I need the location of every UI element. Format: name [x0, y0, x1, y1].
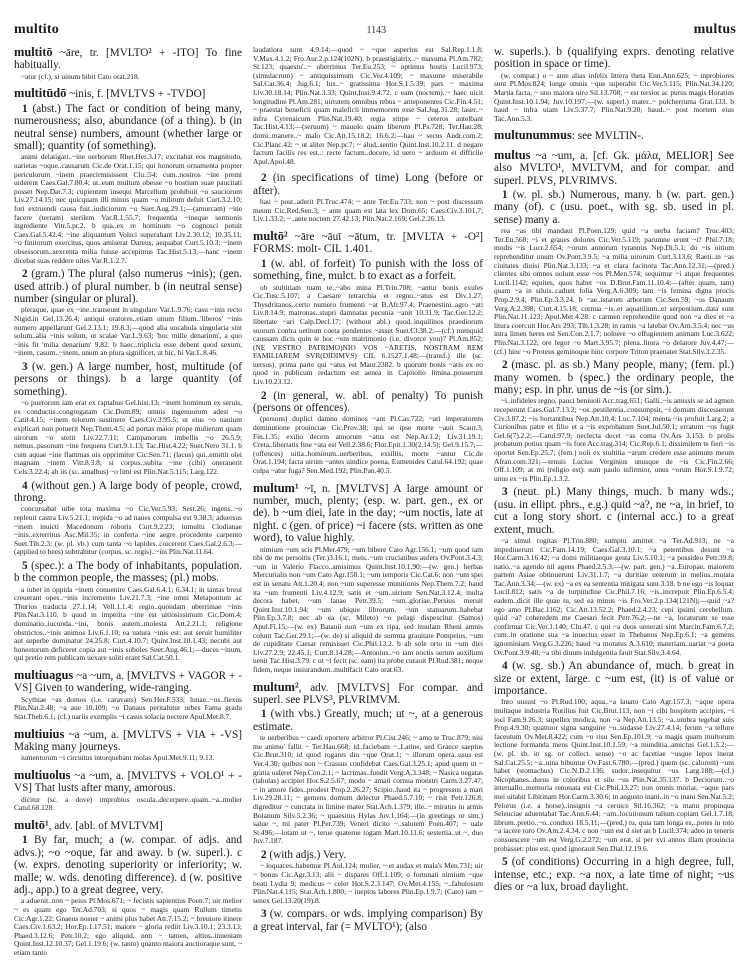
sense-continuation: w. superls.). b (qualifying exprs. denoting relative position in space or time).	[494, 46, 734, 71]
headword: multitō	[14, 46, 53, 59]
sense-number: 1	[261, 708, 267, 721]
page-number: 1143	[366, 25, 387, 36]
sense-number: 1	[22, 834, 28, 847]
entry-head-text: , adv. [MVLTVS] For compar. and superl. see PLVS³, PLVRIMVM.	[253, 681, 483, 706]
citation: hau ~ post..aderit Pl.Truc.474; ~ ante Ter.Eu.733; non ~ post discessum meum Cic.Red.Sen.3; ~ ante quam est lata lex Dom.65; Caes.Civ.3.101.7; Liv.1.33.2; ~..ante noctem 27.42.13; Plin.Nat.2.169; Gel.2.26.13.	[253, 197, 483, 224]
sense-number: 4	[22, 479, 28, 492]
sense-number: 2	[502, 359, 508, 372]
column-2	[253, 46, 483, 961]
citation: Into uusust ~o Pl.Rud.100; aqua..~a lauato Cato Agr.157.3; ~aque opera multaque industria Rutilius fuit Cic.Brut.113; non ~i cibi hospitem accipies, ~i ioci Fam.9.26.3; supellex modica, non ~a Nep.Att.13.5; ~a..umbra tegebat suis Prop.4.9.30; quattuor signa sanguine ~o..sudasse Liv.27.4.14; ferum ~a tellure faceutum Ov.Met.8.422; cum ~o risu Sen.Ep.101.9; ~a magis quam multorum lectione formanda mens Quint.Inst.10.1.59; ~a munditia..amictus Gel.1.5.2;—(w. pl. sb. in sg. or collect. sense) ~o ac facetiae ~usque lepos inerat Sal.Cat.25.5; ~a..uina bibuntur Ov.Fast.6.780;—(pred.) quem (sc. calorem) ~um habet (stomachus) Cic.N.D.2.136; sudor..insequitur ~us Larg.188;—(cf.) Nicophanes..durus in coloribus et sile ~us Plin.Nat.35.137. b Deciorum..~o interuallo..memoria renouata est Cic.Phil.13.27; non omnis moriar, ~aque pars mei uitabit Libitinam Hor.Carm.3.30.6; in angusto inani..in ~o inani Sen.Nat.5.2; Pelorus (i.e. a horse)..insignis ~a ceruice Sil.16.362; ~a manu propinqua Seleuciae aduentabat Tac.Ann.6.44; ~am..locutionum talium copiam Gel.1.7.18; librum..pretio..~o..conduxi 18.5.11;—(pred.) tu, quia tam longa es,..potes in toto ~a iacere toro Ov.Am.2.4.34. c non ~um est d siet an b Lucil.374; adeo in teneris consuescere ~um est Verg.G.2.272; ~um erat, si per xvi annos illam prouincia probasset: plus est, quod ignorauit Sen.Dial.12.19.6.	[494, 697, 734, 853]
citation: ~i..infideles regno, pauci beniuoli Acc.trag.651; Galli..~is amissis se ad agmen receperunt Caes.Gal.7.13.2; ~os..pestilentia..consumpsit, ~i domum discesserunt Civ.3.87.2; ~is hortantibus Nep.Att.10.4; Luc.7.104; menta ~is profuit Larg.2; a Curionibus patre et filio et a ~is exprobatum Suet.Jul.50.1; erratum ~os fugit Gel.6(7).2.2;—Catul.97.9; neclecta decet ~as coma Ov.Ars 3.153. b prolis probatum potius quam ~is fore Acc.trag.314; Cic.Rep.6.1; dissimilem te fieri ~is oportet Sen.Ep.25.7; (fem.) noli ex stultitia ~arum credere esse animum meum Afran.com.321;—tenuis Lucius Verginius unusque de ~is Cic.Fin.2.66; Off.1.109; at mi (religio est): sum paulo infirmior, unus ~orum Hor.S.1.9.72; unus ex ~is Plin.Ep.1.3.2.	[494, 396, 734, 483]
entry-multum-adv-continued	[494, 46, 734, 123]
citation: ~atur (cf.), si uinum bibit Cato orat.218.	[21, 71, 140, 81]
entry-head	[253, 681, 483, 707]
entry-multo-adv-continued	[253, 46, 483, 166]
entry-head	[253, 230, 483, 256]
headword: multum²	[253, 679, 299, 694]
citation: nimium ~um scis Pl.Mer.479; ~um bibere Cato Agr.156.1; ~um quod iam tibi de me persoitis (Ter.)3.16.1; meis..~um cruciatibus aufers Ov.Pont.3.4.3; ~um in Valerio Flacco..amisimus Quint.Inst.10.1.90;—(w. gen.) herbas Mercurialis non ~um Cato Agr.158.1; ~um temporis Cic.Cat.6; non ~um spei est in senatu Att.1.20.4; non ~um superesse munitionis Nep.Them.7.2; haud ita ~um frumenti Liv.4.12.9; satis et ~um..uirium Sen.Nat.3.12.4; multa decora habet, ~um lanae Petr.39.5; ~um..gloriae..Persius meruit Quint.Inst.10.1.94; ~um ubique librorum, ~um statuarum..habebat Plin.Ep.3.7.8; nec ab ea (sc. Mileto) ~o pelagi dispescitur (Samos) Apul.Fl.15;—(w. ex) Batauii non ~um ex ripa, sed insulam Rheni amnis colunt Tac.Ger.29.1;—(w. de) si aliquid de summa grauitate Pompeius, ~um de cupiditate Caesar remisisset Cic.Phil.13.2. b ab sole orto in ~um diei Liv.27.2.9; 22.45.1; Curt.8.14.28;—Antonius..~o iam noctis serum auxilium uenit Tac.Hist.3.79. c ut ~i fecit (sc. eam) ita probe curauit Pl.Rud.381; neque fidem, neque iusiurandum..multifacit Cato orat.63.	[253, 544, 483, 674]
sense-3	[494, 486, 734, 536]
sense-text: (w. pl. sb.) Numerous, many. b (w. part. gen.) many (of). c (usu. poet., with sg. sb. used in pl. sense) many a.	[494, 189, 734, 226]
entry-head	[494, 129, 734, 142]
headword: multiuius	[14, 726, 65, 741]
citation: iumentorum ~i circuitus intorquebant molas Apul.Met.9.11; 9.13.	[21, 753, 215, 763]
sense-number: 5	[502, 856, 508, 869]
sense-5	[494, 856, 734, 893]
citation: (persons) duplici damno dominos ~ant Pl.Cas.722; ~ari imperatorem deminutione prouinciae Cic.Prov.38; qui se ipse morte ~auit Scaur.3; Fin.1.35; exilio decem annorum ~atus est Nep.Ar.1.2; Liv.31.19.1; Creta..libertatis fine ~ata est Vell.2.38.6; Flor.Epit.1.30(2.14.5); Gel.9.15.7;—(offences) uitia..hominum..uerberibus, exsiliis, morte ~antur Cic.de Orat.1.194; facta uirum ~antes uindice poena, Eumenides Catul.64.192; quae culpa ~atur fuga? Sen.Med.192; Plin.Pan.40.5.	[253, 414, 483, 476]
entry-multum-adv	[253, 681, 483, 934]
entry-head	[14, 46, 242, 72]
citation: ~a simul rogitas Pl.Trin.880; sumptu amittet ~a Ter.Ad.913; ne ~a impediuerunt Cic.Fam.14.19; Caes.Gal.3.10.1; ~a petentibus desunt ~a Hor.Carm.3.16.42; ~a domi militiaeque gesta Liv.5.10.1; ~a possideo Petr.39.8; natio..~a agendo nil agens Phaed.2.5.3;—(w. part. gen.) ~a..Europae, maiorem partem Asiae obtinuerunt Liv.31.1.7; ~a duritiae ueterum in melius..mutata Tac.Ann.3.34;—(w. ex) ~a ex ea sententia mitigata sunt 3.18. b ne ego ~is loquar Lucil.812; satis ~a de turpitudine Cic.Phil.7.16; ~is..increpuit Plin.Ep.6.5.4; eadem..dicit ille quae tu, sed ea minus ~is Fro.Ver.2.p.134(121N);—quid ~a? ego amo Pl.Bac.1162; Cic.Att.13.52.2; Phaed.2.4.23; cepi ipsimi cerebellum. quid ~a? coheredem me Caesari fecit Petr.76.2;—ne ~a, locaturum se esse confirmat Cic.Ver.1.140; Clu.47. c qui ~a deos uenerati sint Marcin.Fam.6.7.2; cum..in oratione sua ~a inuectus esset in Thebanos Nep.Ep.6.1; ~a gemens ignominiam Verg.G.3.226; haud ~a moratus A.3.610; materiam..uariat ~a poeta Ov.Pont.3.9.48; ~a tibi diuum indulgentia fauit Stat.Silv.3.4.64.	[494, 535, 734, 657]
sense-2	[253, 390, 483, 415]
sense-number: 2	[261, 172, 267, 185]
sense-2	[14, 268, 242, 305]
sense-text: (without gen.) A large body of people, crowd, throng.	[14, 479, 242, 504]
sense-2	[494, 359, 734, 396]
column-3	[494, 46, 734, 961]
entry-multo-verb	[253, 230, 483, 476]
sense-4	[494, 660, 734, 697]
sense-2	[253, 172, 483, 197]
entry-multito	[14, 46, 242, 81]
running-head-right: multus	[693, 22, 736, 37]
headword: multō¹	[14, 818, 49, 833]
sense-text: (spec.): a The body of inhabitants, population. b the common people, the masses; (pl.) mobs.	[14, 559, 242, 585]
sense-number: 3	[22, 360, 28, 373]
sense-number: 3	[261, 908, 267, 921]
sense-text: (neut. pl.) Many things, much. b many wds.; (usu. in ellipt. phrs., e.g.) quid ~a?, ne ~a, in brief, to cut a long story short. c (internal acc.) to a great extent, much.	[494, 486, 734, 536]
entry-head-text: ~inis, f. [MVLTVS + -TVDO]	[66, 88, 206, 101]
citation: animi delatigati..~ine uerborum Rhet.Her.3.17; excitabat eos magnitudo, uarietas ~oque..causarum Cic.de Orat.1.15; qui honorum ornamenta propter periculorum ~inem praecirmisissent Clu.:54; cum..nostros ~ine premi uiderent Caes.Gal.7.80.4; ut..eum multum obesse ~o hostium suae paucitati posset Nep.Dat.7.3; cupientem insequi Marcellum prohibuit ~o sauciorum Liv.27.14.15; nec quicquam illi minus quam ~o militum defuit Curt.3.2.10; fori extruendi causa fuit..iudiciorum ~o Suet.Aug.29.1;—(amurcam) ~ine facere (terram) sterilem Var.R.1.55.7; frequentia ~ineque sermonis ingrediente Vitr.5.pr.2. b qua..ex re hominum ~o cognosci potuit Caes.Gal.5.42.4; ~ine aliquantum Volsci superabant Liv.2.30.12; 10.35.11; ~o finitorum exercitus, quos amiserat Dareus, aequabat Curt.5.10.3; ~inem obsessorum..sexcenta milia fuisse accepimus Tac.Hist.5.13;—hanc ~inem dicebat suas reddere uites Var.R.1.2.7.	[14, 152, 242, 265]
headword: multitūdō	[14, 86, 67, 101]
sense-4	[14, 480, 242, 505]
sense-3	[14, 361, 242, 398]
citation: rea ~as tibi mandaui Pl.Poen.129; quid ~a uerba faciam? Truc.403; Ter.Eu.568; ~i et graues dolores Cic.Ver.5.119; parumne erunt ~i? Phil.7.18; modis ~is Lucr.2.654; ~orum annorum tyrannus Nep.Di.5.1; do ~is uitium reprehenditur unum Ov.Pont.3.9.5; ~a milia uirorum Curt.3.13.6; Raeti..in ~as ciuitates diuisi Plin.Nat.3.133; ~a et clara facinora Tac.Ann.12.31;—(pred.) clientes sibi omnes uolunt esse ~os Pl.Men.574; sequimur ~i atque frequentes Lucil.1142; equites, quos habet ~os D.Brut.Fam.11.10.4;—(after quam, tam) quam ~a in siluis..cadunt folia Verg.A.6.309; tam ~is femina digna procis Prop.2.9.4; Plin.Ep.3.3.24. b ~ae..istarum arborum Cic.Sen.59; ~os Danaum Verg.A.2.398; Curt.4.15.18; cornua ~is..et aquatilium..et serpentium..data sunt Plin.Nat.11.123; Apul.Met.4.28. c carmen reprehendite quod non ~a dies et ~a litura coercuit Hor.Ars 293; Tib.1.3.28; in ramis ~a latebat Ov.Am.3.5.4; nec ~us intra limen heres est Sen.Con.2.1.7; uolnere ~o effugientem animam Luc.3.622; Plin.Nat.3.122; ore legor ~o Mart.3.95.7; plena..litora ~o delatore Juv.4.47;—(cf.) hinc ~o Proteus geminoque hinc corpore Triton praenatet Stat.Silv.3.2.35.	[494, 226, 734, 356]
sense-1	[14, 103, 242, 153]
running-head-left: multito	[14, 22, 59, 37]
headword: multō²	[253, 228, 288, 243]
sense-text: (in specifications of time) Long (before or after).	[253, 172, 483, 197]
entry-multiuius	[14, 728, 242, 763]
sense-number: 1	[261, 257, 267, 270]
sense-text: (of conditions) Occurring in a high degree, full, intense, etc.; exp. ~a nox, a late time of night; ~us dies or ~a lux, broad daylight.	[494, 856, 734, 893]
running-head	[14, 22, 736, 40]
entry-head-text: ~a ~um, a. [cf. Gk. μάλα, MELIOR] See also MVLTO¹, MVLTVM, and for compar. and superl. PLVS, PLVRIMVS.	[494, 149, 734, 187]
headword: multiuolus	[14, 768, 71, 783]
sense-text: (abst.) The fact or condition of being many, numerousness; also, abundance (of a thing). b (in neutral sense) numbers, amount (whether large or small); quantity (of something).	[14, 102, 242, 153]
citation: te uerberibus ~ caedi oportere arbitror Pl.Cist.246; ~ amo te Truc.879; nisi me animu' fallit ~ Ter.Hau.668; id..faciebam ~..Latine, sed Graece saepius Cic.Brut.310; id quod rogares diu ~que Orat.1; ~ illorum opera..usus est Ver.4.30; quibus non ~ Crassus confidebat Caes.Gal.3.25.1; apud quem ut ~ gratia ualeret Nep.Con.2.1; ~ lacrimas..fundit Verg.A.3.348; ~ Nasica negatas (tabulas) accipiet Hor.S.2.5.67; modo ~ amati cornua monstri Carm.3.27.47; ~ in amore fides..prodest Prop.2.26.27; Scipio..haud ita ~ progressus a mari Liv.29.28.11; ~ gemens domum delectur Phaed.5.7.10; ~ risit Petr.126.8; digreditur ~ cunctata in limine mater Stat.Ach.1.379; ille..~ miratus in armis Bolanum Silv.5.2.36; ~ quaesitus Hylas Juv.1.164;—(in greetings or sim.) salue ~, mi pater Pl.Per.739; Veneri dicito ~..salutem Poen.407; ~ uale St.496;—lotam ut ~, terue quaterue togam Mart.10.11.6; sestertia..ut ~, duo Juv.7.187.	[253, 733, 483, 846]
entry-head	[14, 769, 242, 795]
citation: a iubet in oppida ~inem conuenire Caes.Gal.6.4.1; 6.34.1; in tantas breui creuerant opes..~inis incremento Liv.21.7.3; ~ine omni Metapontum ac Thurios traducta 27.1.14; Vell.1.1.4; regio..quondam uberrimae ~inis Plin.Nat.3.110. b quod in imperita ~ine est uitiosissimum Cic.Dom.4; dominatio..iucunda..~ini, bonis autem..molesta Att.2.21.1; religione obstrictos..~inis animos Liv.6.1.10; ea natura ~inis est: aut seruit humiliter aut superbe dominatur 24.25.8; Curt.4.10.7; Quint.Inst.10.1.43; necubi aut honestorum deficeret copia aut ~inis suboles Suet.Aug.46.1;—duces ~inum, qui pretio rem publicam uexare soliti erant Sal.Cat.50.1.	[14, 584, 242, 663]
entry-multus	[494, 149, 734, 894]
sense-text: (with vbs.) Greatly, much; ut ~, at a generous estimate.	[253, 708, 483, 733]
entry-head-text: ~a ~um, a. [MVLTVS + VAGOR + -VS] Given to wandering, wide-ranging.	[14, 670, 242, 695]
citation: pleraque, quae ex ~ine..transeunt in singulare Var.L.9.76; casu ~inis recto Nigid.in Gel.13.26.4; antiqui oratores..etiam unum filium..'liberos' ~inis numero appellarunt Gel.2.13.1; 19.8.3;—quod alia uocabula singularia sint solum..alia ~inis solum, ut scalae Var.L.9.63; 'hoc mille denarium', a quo ~inis fit 'milia denarium' 9.82. b haec..triplicia esse debent quod sexum, ~inem, casum..~inem, unum an plura significet, ut hic, hi Var.L.8.46.	[14, 305, 242, 358]
sense-number: 2	[261, 848, 267, 861]
entry-head	[14, 669, 242, 695]
sense-text: (masc. pl. as sb.) Many people, many; (fem. pl.) many women. b (spec.) the ordinary people, the many; esp. in phr. unus de ~is (or sim.).	[494, 359, 734, 396]
entry-head-text: ~āre ~āuī ~ātum, tr. [MVLTA + -O²] FORMS: molt- CIL 1.401.	[253, 230, 483, 256]
sense-number: 1	[502, 189, 508, 201]
headword: multiuagus	[14, 668, 74, 683]
columns	[14, 46, 736, 961]
sense-2	[253, 849, 483, 861]
sense-text: (w. compars. or wds. implying comparison) By a great interval, far (= MVLTO¹); (also	[253, 908, 483, 933]
column-1	[14, 46, 242, 961]
entry-multiuagus	[14, 669, 242, 722]
citation: ~o puerorum iam erat ex raptabus Gel.hist.13; ~inem hominum ex seruis, ex conductis..congregatam Cic.Dom.89; omnis ingenuorum adest ~o Catil.4.15; ~inem telorum sustinere Caes.Civ.3.95.5; ut eius ~o nauium explicari non potuerit Nep.Them.4.5; ad portas maior prope mulierum quam uirorum ~o stetit Liv.22.7.11; Campanorum imbellis ~o 26.5.9; nemus..pasonum ~ine frequens Curt.9.1.13; Tac.Hist.4.22; Suet.Nero 31.1. b cum aquae ~ine flammas uis opprimitur Cic.Sen.71; (lacus) qui..emittit olei magnam ~inem Vitr.8.3.8; si corpus..subita ~ine (cibi) onerauerit Cels.3.22.4; ab iis (sc. amalbus) ~o limi est Plin.Nat.5.115; Larg.122.	[14, 398, 242, 476]
headword: multum¹	[253, 480, 299, 495]
headword: multunummus	[494, 128, 572, 143]
entry-head	[253, 482, 483, 545]
entry-head	[14, 728, 242, 754]
sense-1	[494, 189, 734, 226]
citation: ~ loquaces..habemur Pl.Aul.124; mulier, ~ et audax et mala's Men.731; uir ~ bonus Cic.Agr.3.13; alii ~ dispares Off.1.109; o fortunati nimium ~que beati Lydia 9; medicus ~ celer Hor.S.2.3.147; Ov.Met.4.155; ~..fabulosum Plin.Nat.4.115; Stat.Ach.1.800; ~ ineptos labores Plin.Ep.1.9.7; (Cato) iam ~ senex Gel.13.20(19).8.	[253, 861, 483, 905]
sense-3	[253, 908, 483, 933]
headword: multus	[494, 147, 531, 162]
sense-5	[14, 560, 242, 585]
entry-multunummus	[494, 129, 734, 142]
entry-multitudo	[14, 87, 242, 663]
sense-1	[14, 834, 242, 896]
citation: ob stultitiam tuam te..~abo mina Pl.Trin.708; ~antur bonis exules Cic.Tusc.5.107; a Caesare tetrarchia et regno..~atus est Div.1.27; Thysdritanos..certo numero frumenti ~at B.Afr.97.4; Praenestini..agro ~ati Liv.8.14.9; matronas..stupri damnatas pecunia ~anit 10.31.9; Tac.Ger.12.2; libertate ~ari Calp.Decl.17; (without abl.) quod..inquilinos praediorum suorum contra uetitum coeta pendentes ~asset Suet.Cl.38.2;—(cf.) numquid caussam dicis quin te hoc ~em matrimonio (i.e. divorce you)? Pl.Am.852; (NE VESTRO PATRIMO)NIO VOS ~ARETIS, NOSTRAM REM FAMILIAREM SVR(DIDIMVS) CIL 6.1527.1.48;—(transf.) ille (sc. uersus), prima parte qui ~atus est Maur.2382. b quorum bonis ~atis ex eo quod in publicum redactum est aenea in Capitolio limina..posuerunt Liv.10.23.12.	[253, 282, 483, 387]
entry-head-text: ~ī, n. [MVLTVS] A large amount or number, much, plenty; (esp. w. part. gen., ex or de). b ~um diei, late in the day; ~um noctis, late at night. c (gen. of price) ~i facere (sts. written as one word), to value highly.	[253, 482, 483, 545]
entry-head-text: ~āre, tr. [MVLTO² + -ITO] To fine habitually.	[14, 47, 242, 72]
sense-number: 3	[502, 486, 508, 499]
entry-multo-adv-sense-2	[253, 172, 483, 224]
citation: a aduenit..non ~ peius Pl.Mos.671; ~ fecistis sapientius Poen.7; uir melior ~ es quam ego Ter.Ad.703; si quos ~ magis quam Rullum timetis Cic.Agr.1.22; Gnaeus noster ~ animi plus habet Att.7.15.2; ~ breuiore itinere Caes.Civ.1.63.2; Hor.Ep.1.17.51; maiore ~ gloria rediit Liv.3.10.1; 23.3.13; Phaed.3.12.6; Petr.10.2; ego aliquid, non ~ tamen, altius..inueniam Quint.Inst.12.10.37; Gel.1.19.6; (w. tanto) quanto maiora auctioraque sunt, ~ etiam tanto	[14, 896, 242, 958]
entry-head	[14, 87, 242, 100]
entry-multum-noun	[253, 482, 483, 675]
citation: concursabat urbe tota maxima ~o Cic.Ver.5.93; Sest.26; ingens..~o repleuit castra Liv.5.21.1; trepida ~o ad naues compulsa est 9.38.3; aduersus ~inem inuicti Macedonum roboris Curt.9.2.23; tumultu Clodianae ~inis..exterritus Asc.Mil.35; in conferta ~ine aegre procedente carpento Suet.Tib.2.3; (w. pl. vb.) cum tanta ~o lapides..coicerent Caes.Gal.2.6.3;—(applied to bees) subtrahitur (corpus, sc. regis)..~ini Plin.Nat.11.64.	[14, 504, 242, 557]
citation: dicitur (sc. a dove) improbius oscula..decerpere..quam..~a..mulier Catul.68.128.	[14, 794, 242, 813]
entry-head	[14, 819, 242, 832]
citation: (w. compar.) o ~ ante alias infelix littera theta Enn.Ann.625; ~ inprobiores sunt Pl.Mos.824; longe omnis ~que superabit Cic.Ver.5.115; Plin.Nat.34.120; Martia facta, ~ uno maiora uiro Sil.13.708; ~ est tersior ac purus magis Horatius Quint.Inst.10.1.94; Juv.10.197;—(w. superl.) mater..~ pulcherruma Grat.133. b haud ~ infra uiam Liv.5.37.7; Plin.Nat.9.20; haud..~ post mortem eius Tac.Ann.5.3.	[494, 70, 734, 123]
sense-text: (in general, w. abl. of penalty) To punish (persons or offences).	[253, 389, 483, 415]
sense-number: 2	[22, 268, 28, 281]
citation: laudatiora sunt 4.9.14;—quod ~ ~que asperius est Sal.Rep.1.1.8; V.Max.4.1.2; Fro.Aur.2.p.124(102N). b praestigiatrix..~ maxuma Pl.Am.782; St.123; quaestu'..~ uberrimus Ter.Eu.253; ~ optimus hostis Lucil.973; (simulacrum) ~ antiquissimum Cic.Ver.4.109; ~ maxume miserabile Sal.Cat.36.4; Jug.6.1; lux..~ gratissima Hor.S.1.5.39; pars ~ maxima Liv.30.18.14; Plin.Nat.3.33; Quint.Inst.9.4.72. c eam (noctem)..~ haec uicit longitudine Pl.Am.281; uirtutem omnibus rebus ~ anteponentes Cic.Fin.4.51; ~ praestat beneficii quam maleficii immemorem esse Sal.Jug.31.28; laser..~ infra Cyrenaicum Plin.Nat.19.40; regia stirpe ~ ceteros antelbant Tac.Hist.4.13;—(seruum) ~ mauolo quam liberum Pl.Ps.728; Ter.Hau.28; domi..manere..~ malo Cic.Att.15.18.2; 16.6.2;—hau ~ secus Andr.com.2; Cic.Planc.42; ~ ut aliter Nep.pr.7; ~ alud..sentio Quint.Inst.10.2.11. d negare factum facilis res est..: recte factum..docere, id uero ~ arduum et difficile Apul.Apol.48.	[253, 46, 483, 166]
citation: Scythiae ~as domos (i.e. caravans) Sen.Her.F.533; lunae..~os..flexus Plin.Nat.2.48; ~a aue 10.109; ~o Danaus peritabitur urbes Fama gradu Stat.Theb.6.1; (cf.) uariis exemplis ~i casus solacia nectere Apul.Met.8.7.	[14, 694, 242, 722]
sense-text: (gram.) The plural (also numerus ~inis); (gen. used attrib.) of plural number. b (in neutral sense) number (singular or plural).	[14, 268, 242, 305]
sense-number: 5	[22, 559, 28, 572]
entry-multo-adv	[14, 819, 242, 958]
entry-head-text: ~a ~um, a. [MVLTVS + VOLO¹ + -VS] That lusts after many, amorous.	[14, 770, 242, 795]
entry-head	[494, 149, 734, 187]
sense-text: (w. gen.) A large number, host, multitude (of persons or things). b a large quantity (of something).	[14, 360, 242, 398]
sense-number: 1	[22, 102, 28, 115]
sense-1	[253, 258, 483, 283]
sense-text: By far, much; a (w. compar. of adjs. and advs.); ~o ~oque, far and away. b (w. superl.). c (w. exprs. denoting superiority or inferiority; w. malle; w. wds. denoting difference). d (w. positive adj., app.) to a great degree, very.	[14, 834, 242, 897]
sense-text: (w. abl. of forfeit) To punish with the loss of something, fine, mulct. b to exact as a forfeit.	[253, 257, 483, 283]
sense-1	[253, 708, 483, 733]
entry-head-text: , adv. [abl. of MVLTVM]	[48, 820, 163, 833]
sense-text: (with adjs.) Very.	[266, 848, 347, 861]
sense-number: 4	[502, 660, 508, 673]
entry-head-text: : see MVLTIN-.	[571, 130, 644, 143]
entry-head-text: ~a ~um, a. [MVLTVS + VIA + -VS] Making many journeys.	[14, 728, 242, 754]
sense-number: 2	[261, 389, 267, 402]
entry-multiuolus	[14, 769, 242, 813]
sense-text: (w. sg. sb.) An abundance of, much. b great in size or extent, large. c ~um est, (it) is of value or importance.	[494, 660, 734, 698]
